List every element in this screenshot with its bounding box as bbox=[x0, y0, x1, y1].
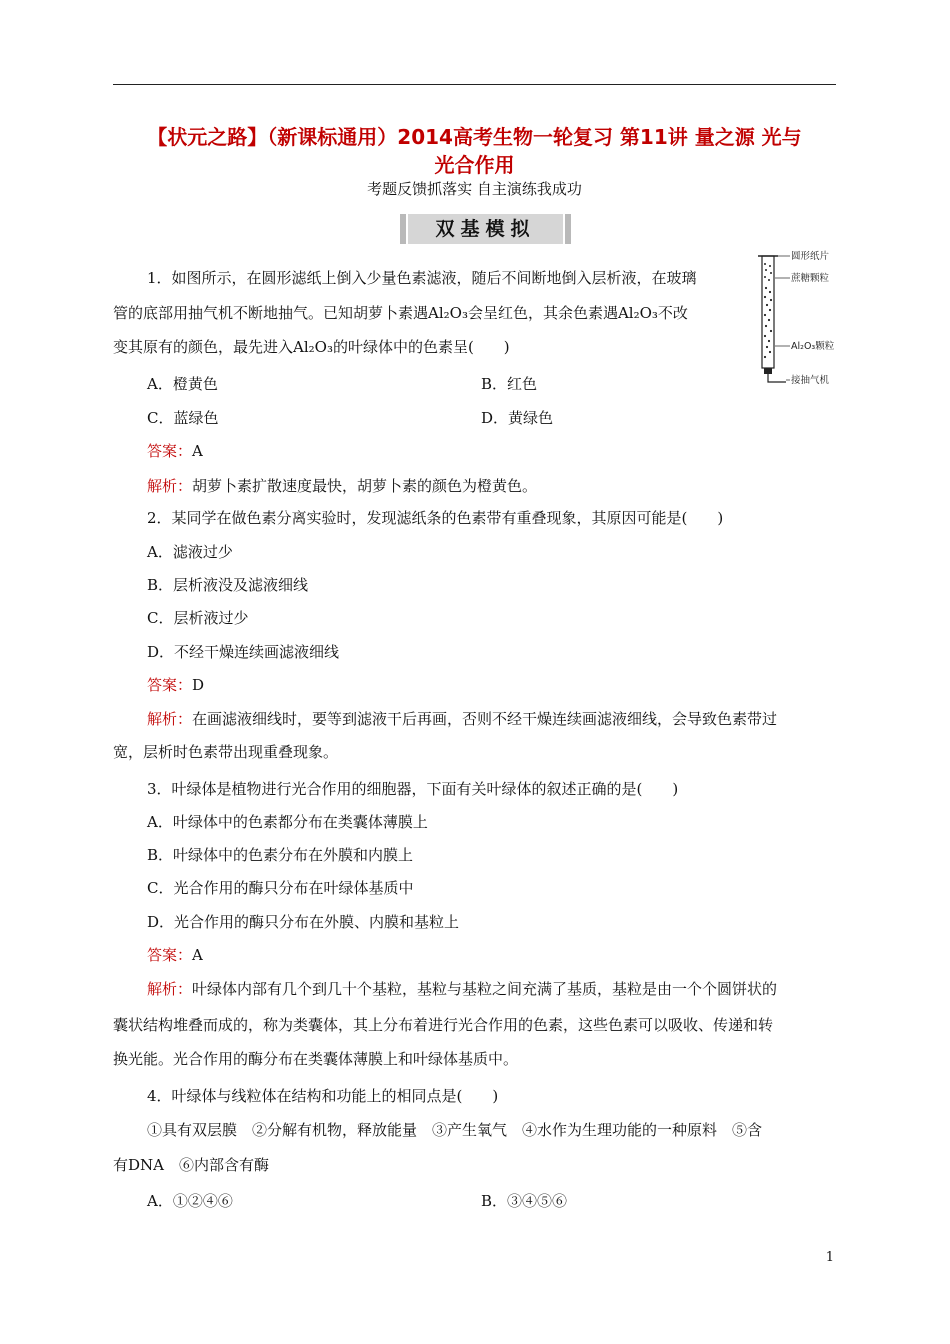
q1-option-b: B．红色 bbox=[481, 375, 538, 393]
analysis-text: 在画滤液细线时，要等到滤液干后再画，否则不经干燥连续画滤液细线，会导致色素带过 bbox=[192, 710, 778, 728]
q4-items: ①具有双层膜 ②分解有机物，释放能量 ③产生氧气 ④水作为生理功能的一种原料 ⑤含 bbox=[147, 1121, 763, 1139]
q3-stem: 3．叶绿体是植物进行光合作用的细胞器，下面有关叶绿体的叙述正确的是( ) bbox=[147, 780, 679, 798]
q3-answer bbox=[147, 945, 203, 965]
q2-answer bbox=[147, 675, 204, 695]
answer-value: A bbox=[192, 442, 203, 460]
q2-stem: 2．某同学在做色素分离实验时，发现滤纸条的色素带有重叠现象，其原因可能是( ) bbox=[147, 509, 724, 527]
q2-option-d: D．不经干燥连续画滤液细线 bbox=[147, 643, 340, 661]
q1-answer bbox=[147, 441, 203, 461]
analysis-label: 解析： bbox=[147, 980, 193, 998]
page-number: 1 bbox=[825, 1250, 834, 1265]
q3-option-b: B．叶绿体中的色素分布在外膜和内膜上 bbox=[147, 846, 414, 864]
header-rule bbox=[113, 84, 836, 85]
q2-analysis-cont: 宽，层析时色素带出现重叠现象。 bbox=[113, 743, 339, 761]
q3-analysis-cont: 换光能。光合作用的酶分布在类囊体薄膜上和叶绿体基质中。 bbox=[113, 1050, 519, 1068]
q2-option-b: B．层析液没及滤液细线 bbox=[147, 576, 309, 594]
answer-label: 答案： bbox=[147, 442, 193, 460]
q4-option-a: A．①②④⑥ bbox=[147, 1192, 233, 1210]
answer-value: D bbox=[192, 676, 205, 694]
analysis-label: 解析： bbox=[147, 710, 193, 728]
answer-value: A bbox=[192, 946, 203, 964]
doc-title-cont: 光合作用 bbox=[434, 153, 515, 177]
q1-option-d: D．黄绿色 bbox=[481, 409, 554, 427]
q3-analysis bbox=[147, 979, 777, 999]
section-banner: 双基模拟 bbox=[408, 214, 563, 244]
q2-option-c: C．层析液过少 bbox=[147, 609, 249, 627]
answer-label: 答案： bbox=[147, 676, 193, 694]
figure-label-alumina: Al₂O₃颗粒 bbox=[791, 341, 835, 352]
analysis-text: 胡萝卜素扩散速度最快，胡萝卜素的颜色为橙黄色。 bbox=[192, 477, 538, 495]
q3-analysis-cont: 囊状结构堆叠而成的，称为类囊体，其上分布着进行光合作用的色素，这些色素可以吸收、传递和转 bbox=[113, 1016, 774, 1034]
q2-analysis bbox=[147, 709, 777, 729]
q1-analysis bbox=[147, 476, 537, 496]
q4-items-cont: 有DNA ⑥内部含有酶 bbox=[113, 1156, 269, 1174]
q4-stem: 4．叶绿体与线粒体在结构和功能上的相同点是( ) bbox=[147, 1087, 499, 1105]
q2-option-a: A．滤液过少 bbox=[147, 543, 233, 561]
q3-option-d: D．光合作用的酶只分布在外膜、内膜和基粒上 bbox=[147, 913, 460, 931]
doc-title: 【状元之路】（新课标通用）2014高考生物一轮复习 第11讲 量之源 光与 bbox=[147, 125, 802, 149]
figure-label-paper: 圆形纸片 bbox=[791, 251, 830, 262]
figure-label-sucrose: 蔗糖颗粒 bbox=[791, 273, 830, 284]
analysis-label: 解析： bbox=[147, 477, 193, 495]
q1-option-c: C．蓝绿色 bbox=[147, 409, 219, 427]
q4-option-b: B．③④⑤⑥ bbox=[481, 1192, 568, 1210]
q1-option-a: A．橙黄色 bbox=[147, 375, 218, 393]
chromatography-figure bbox=[748, 244, 858, 394]
figure-label-pump: 接抽气机 bbox=[791, 375, 830, 386]
doc-subtitle: 考题反馈抓落实 自主演练我成功 bbox=[367, 180, 582, 198]
analysis-text: 叶绿体内部有几个到几十个基粒，基粒与基粒之间充满了基质，基粒是由一个个圆饼状的 bbox=[192, 980, 778, 998]
q1-stem-cont: 变其原有的颜色，最先进入Al₂O₃的叶绿体中的色素呈( ) bbox=[113, 338, 510, 356]
answer-label: 答案： bbox=[147, 946, 193, 964]
q3-option-a: A．叶绿体中的色素都分布在类囊体薄膜上 bbox=[147, 813, 428, 831]
q3-option-c: C．光合作用的酶只分布在叶绿体基质中 bbox=[147, 879, 414, 897]
q1-stem-cont: 管的底部用抽气机不断地抽气。已知胡萝卜素遇Al₂O₃会呈红色，其余色素遇Al₂O₃不改 bbox=[113, 304, 688, 322]
q1-stem: 1．如图所示，在圆形滤纸上倒入少量色素滤液，随后不间断地倒入层析液，在玻璃 bbox=[147, 269, 697, 287]
